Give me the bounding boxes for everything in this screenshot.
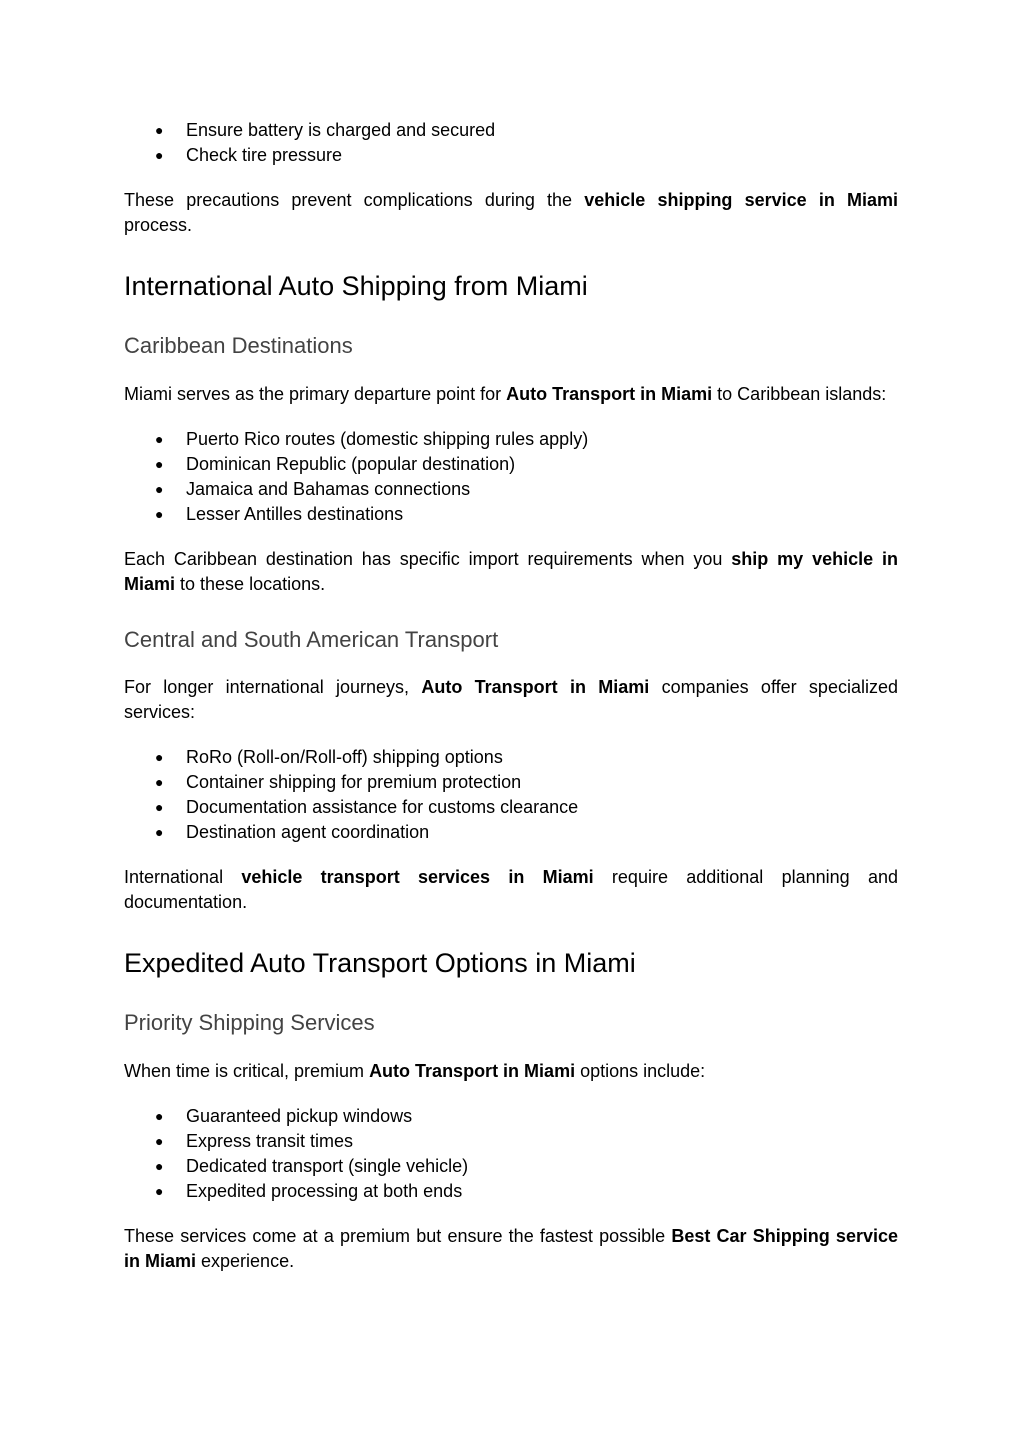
list-item: ● Destination agent coordination xyxy=(124,820,898,845)
bullet-icon: ● xyxy=(155,506,164,522)
paragraph: Each Caribbean destination has specific import requirements when you ship my vehicle in Miami to these locations. xyxy=(124,549,898,594)
list-item: ● Ensure battery is charged and secured xyxy=(124,118,898,143)
bullet-icon: ● xyxy=(155,147,164,163)
list-item: ● Guaranteed pickup windows xyxy=(124,1104,898,1129)
top-bullet-list xyxy=(124,118,898,168)
bullet-icon: ● xyxy=(155,1133,164,1149)
list-item: ● Express transit times xyxy=(124,1129,898,1154)
bullet-icon: ● xyxy=(155,824,164,840)
bullet-icon: ● xyxy=(155,456,164,472)
subsection-heading: Central and South American Transport xyxy=(124,627,499,652)
document-page xyxy=(124,118,898,1274)
central-bullet-list xyxy=(124,745,898,845)
section-heading: Expedited Auto Transport Options in Miami xyxy=(124,948,636,978)
bullet-icon: ● xyxy=(155,1108,164,1124)
list-item: ● Check tire pressure xyxy=(124,143,898,168)
caribbean-bullet-list xyxy=(124,427,898,527)
bullet-icon: ● xyxy=(155,774,164,790)
list-item: ● Container shipping for premium protection xyxy=(124,770,898,795)
list-item: ● Dominican Republic (popular destination) xyxy=(124,452,898,477)
list-item: ● Jamaica and Bahamas connections xyxy=(124,477,898,502)
paragraph: These precautions prevent complications during the vehicle shipping service in Miami process. xyxy=(124,190,898,235)
paragraph: These services come at a premium but ensure the fastest possible Best Car Shipping service in Miami experience. xyxy=(124,1226,898,1271)
bullet-icon: ● xyxy=(155,122,164,138)
paragraph: For longer international journeys, Auto Transport in Miami companies offer specialized services: xyxy=(124,677,898,722)
bullet-icon: ● xyxy=(155,799,164,815)
list-item: ● Documentation assistance for customs clearance xyxy=(124,795,898,820)
bullet-icon: ● xyxy=(155,1158,164,1174)
paragraph: International vehicle transport services in Miami require additional planning and documentation. xyxy=(124,867,898,912)
bullet-icon: ● xyxy=(155,749,164,765)
section-heading: International Auto Shipping from Miami xyxy=(124,271,588,301)
bullet-icon: ● xyxy=(155,481,164,497)
priority-bullet-list xyxy=(124,1104,898,1204)
subsection-heading: Caribbean Destinations xyxy=(124,333,353,358)
subsection-heading: Priority Shipping Services xyxy=(124,1010,375,1035)
list-item: ● Lesser Antilles destinations xyxy=(124,502,898,527)
list-item: ● Dedicated transport (single vehicle) xyxy=(124,1154,898,1179)
paragraph: Miami serves as the primary departure point for Auto Transport in Miami to Caribbean islands: xyxy=(124,384,887,404)
paragraph: When time is critical, premium Auto Transport in Miami options include: xyxy=(124,1061,706,1081)
list-item: ● RoRo (Roll-on/Roll-off) shipping options xyxy=(124,745,898,770)
list-item: ● Expedited processing at both ends xyxy=(124,1179,898,1204)
bullet-icon: ● xyxy=(155,1183,164,1199)
list-item: ● Puerto Rico routes (domestic shipping rules apply) xyxy=(124,427,898,452)
bullet-icon: ● xyxy=(155,431,164,447)
